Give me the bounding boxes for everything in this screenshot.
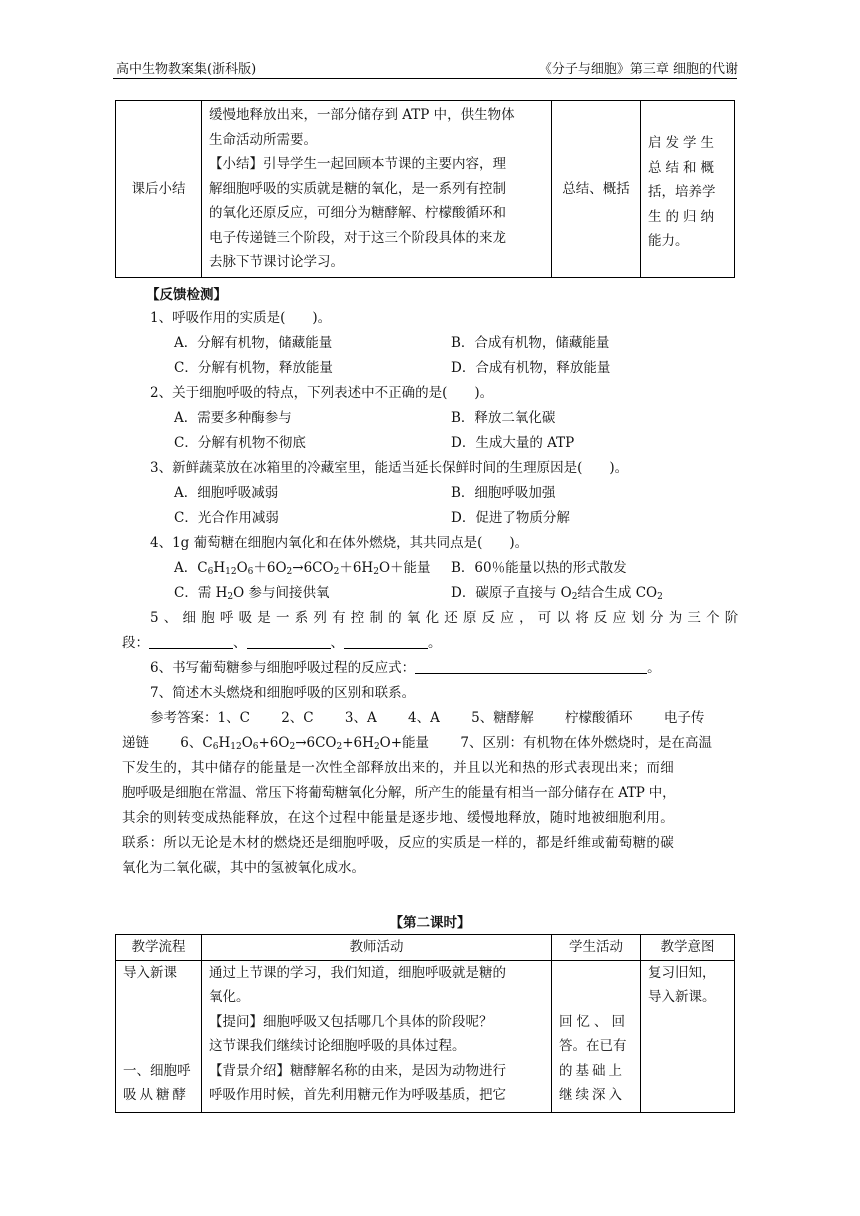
q5-stem: 5、细胞呼吸是一系列有控制的氧化还原反应，可以将反应划分为三个阶 bbox=[150, 610, 744, 626]
q3-option-b: B．细胞呼吸加强 bbox=[451, 485, 556, 501]
q7-stem: 7、简述木头燃烧和细胞呼吸的区别和联系。 bbox=[150, 685, 416, 701]
answers-line-3: 下发生的，其中储存的能量是一次性全部释放出来的，并且以光和热的形式表现出来；而细 bbox=[122, 760, 674, 776]
activity-line: 生命活动所需要。 bbox=[209, 131, 317, 148]
intent-line: 复习旧知， bbox=[648, 964, 716, 981]
q3-option-c: C．光合作用减弱 bbox=[174, 510, 279, 526]
q4-stem: 4、1g 葡萄糖在细胞内氧化和在体外燃烧，其共同点是( )。 bbox=[150, 535, 529, 551]
stage-label: 一、细胞呼 bbox=[123, 1062, 191, 1079]
q2-option-d: D．生成大量的 ATP bbox=[451, 435, 575, 451]
answer-blank[interactable] bbox=[247, 634, 331, 649]
activity-line: 解细胞呼吸的实质就是糖的氧化，是一系列有控制 bbox=[209, 180, 506, 197]
student-line: 的基础上 bbox=[559, 1062, 625, 1079]
answers-line-7: 氧化为二氧化碳，其中的氢被氧化成水。 bbox=[122, 860, 365, 876]
feedback-title: 【反馈检测】 bbox=[146, 287, 227, 303]
q3-stem: 3、新鲜蔬菜放在冰箱里的冷藏室里，能适当延长保鲜时间的生理原因是( )。 bbox=[150, 460, 629, 476]
teaching-intent-cell bbox=[641, 101, 735, 278]
activity-line: 这节课我们继续讨论细胞呼吸的具体过程。 bbox=[209, 1038, 466, 1054]
answers-line-4: 胞呼吸是细胞在常温、常压下将葡萄糖氧化分解，所产生的能量有相当一部分储存在 ATP 中， bbox=[122, 785, 676, 801]
activity-line: 【小结】引导学生一起回顾本节课的主要内容，理 bbox=[209, 156, 506, 172]
student-line: 答。在已有 bbox=[559, 1038, 627, 1054]
activity-line: 电子传递链三个阶段，对于这三个阶段具体的来龙 bbox=[209, 229, 506, 246]
stage-label: 吸从糖酵 bbox=[123, 1087, 189, 1103]
answers-line-5: 其余的则转变成热能释放，在这个过程中能量是逐步地、缓慢地释放，随时地被细胞利用。 bbox=[122, 810, 674, 826]
teaching-intent-cell bbox=[641, 960, 735, 1112]
header-right: 《分子与细胞》第三章 细胞的代谢 bbox=[538, 62, 738, 77]
intent-line: 总结和概 bbox=[648, 159, 718, 176]
student-activity-cell bbox=[552, 960, 641, 1112]
intent-line: 生的归纳 bbox=[648, 208, 718, 225]
q4-option-c: C．需 $H_2O$ 参与间接供氧 bbox=[174, 585, 330, 602]
activity-line: 【提问】细胞呼吸又包括哪几个具体的阶段呢？ bbox=[209, 1013, 493, 1030]
teacher-activity-cell bbox=[202, 101, 552, 278]
q4-option-d: D．碳原子直接与 $O_2$结合生成 $CO_2$ bbox=[451, 585, 663, 602]
intent-line: 括，培养学 bbox=[648, 184, 716, 200]
q1-option-c: C．分解有机物，释放能量 bbox=[174, 360, 333, 376]
lesson-table bbox=[115, 934, 735, 1113]
intent-line: 能力。 bbox=[648, 233, 689, 249]
stage-cell: 课后小结 bbox=[116, 101, 202, 278]
header-left: 高中生物教案集(浙科版) bbox=[116, 62, 257, 77]
col-header-flow: 教学流程 bbox=[116, 935, 202, 961]
teacher-activity-cell bbox=[202, 960, 552, 1112]
q2-option-b: B．释放二氧化碳 bbox=[451, 410, 556, 426]
answer-blank[interactable] bbox=[415, 659, 647, 674]
activity-line: 通过上节课的学习，我们知道，细胞呼吸就是糖的 bbox=[209, 964, 506, 981]
activity-line: 氧化。 bbox=[209, 989, 250, 1005]
activity-line: 去脉下节课讨论学习。 bbox=[209, 254, 344, 270]
q2-stem: 2、关于细胞呼吸的特点，下列表述中不正确的是( )。 bbox=[150, 385, 494, 401]
answers-line-2: 递链 6、$C_6H_{12}O_6+6O_2\to 6CO_2+6H_2O+$能量 7、区别：有机物在体外燃烧时，是在高温 bbox=[122, 735, 712, 752]
flow-cell bbox=[116, 960, 202, 1112]
header-rule bbox=[113, 78, 737, 79]
answer-blank[interactable] bbox=[149, 634, 233, 649]
q1-stem: 1、呼吸作用的实质是( )。 bbox=[150, 310, 332, 326]
intent-line: 启发学生 bbox=[648, 135, 718, 151]
q1-option-d: D．合成有机物，释放能量 bbox=[451, 360, 611, 376]
q3-option-a: A．细胞呼吸减弱 bbox=[174, 485, 279, 501]
stage-label: 导入新课 bbox=[123, 964, 177, 981]
answers-line-6: 联系：所以无论是木材的燃烧还是细胞呼吸，反应的实质是一样的，都是纤维或葡萄糖的碳 bbox=[122, 835, 674, 851]
q3-option-d: D．促进了物质分解 bbox=[451, 510, 570, 526]
col-header-intent: 教学意图 bbox=[641, 935, 735, 961]
summary-table bbox=[115, 100, 735, 278]
activity-line: 【背景介绍】糖酵解名称的由来，是因为动物进行 bbox=[209, 1062, 506, 1079]
activity-line: 的氧化还原反应，可细分为糖酵解、柠檬酸循环和 bbox=[209, 205, 506, 221]
answer-blank[interactable] bbox=[344, 634, 428, 649]
student-line: 回忆、回 bbox=[559, 1013, 629, 1030]
col-header-teacher: 教师活动 bbox=[202, 935, 552, 961]
student-line: 继续深入 bbox=[559, 1087, 625, 1103]
activity-line: 缓慢地释放出来，一部分储存到 ATP 中，供生物体 bbox=[209, 107, 515, 123]
q2-option-c: C．分解有机物不彻底 bbox=[174, 435, 306, 451]
q1-option-a: A．分解有机物，储藏能量 bbox=[174, 335, 333, 351]
q2-option-a: A．需要多种酶参与 bbox=[174, 410, 292, 426]
intent-line: 导入新课。 bbox=[648, 989, 716, 1005]
student-activity-cell: 总结、概括 bbox=[552, 101, 641, 278]
q4-option-b: B．60％能量以热的形式散发 bbox=[451, 560, 627, 576]
q6-stem: 6、书写葡萄糖参与细胞呼吸过程的反应式： 。 bbox=[150, 660, 661, 676]
answers-line-1: 参考答案：1、C 2、C 3、A 4、A 5、糖酵解 柠檬酸循环 电子传 bbox=[150, 710, 705, 726]
col-header-student: 学生活动 bbox=[552, 935, 641, 961]
activity-line: 呼吸作用时候，首先利用糖元作为呼吸基质，把它 bbox=[209, 1087, 506, 1103]
q1-option-b: B．合成有机物，储藏能量 bbox=[451, 335, 610, 351]
q5-blanks: 段： 、 、 。 bbox=[122, 635, 442, 651]
second-lesson-title: 【第二课时】 bbox=[389, 915, 471, 931]
q4-option-a: A．$C_6H_{12}O_6+6O_2\to 6CO_2+6H_2O+$能量 bbox=[174, 560, 431, 577]
